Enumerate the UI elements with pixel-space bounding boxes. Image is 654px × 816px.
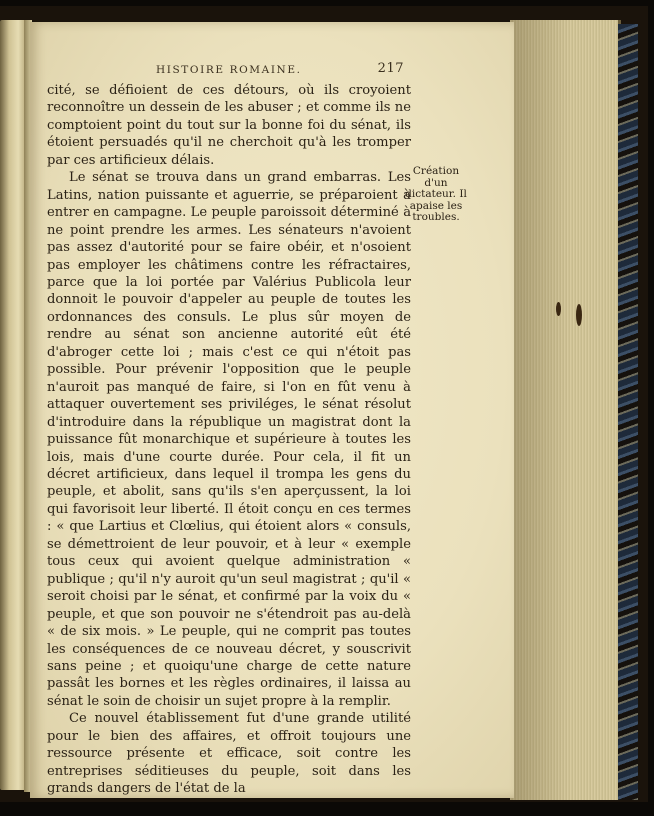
foxing-spot: [556, 302, 561, 316]
paragraph: cité, se défioient de ces détours, où ils croyoient reconnoître un dessein de les abuser ; et comme ils ne comptoient point du tout sur la bonne foi du sénat, ils étoient persuadés qu'il ne cherchoit qu'à les tromper par ces artificieux délais.: [47, 83, 411, 168]
margin-note: Création d'un dictateur. Il apaise les troubles.: [405, 165, 467, 223]
page-edges-shadow: [510, 20, 570, 800]
page-number: 217: [377, 61, 404, 76]
paragraph: Ce nouvel établissement fut d'une grande utilité pour le bien des affaires, et offroit toujours une ressource présente et efficace, soit contre les entreprises séditieuses du peuple, soit dans les grands dangers de l'état de la: [47, 711, 411, 797]
paragraph: Le sénat se trouva dans un grand embarras. Les Latins, nation puissante et aguerrie, se préparoient à entrer en campagne. Le peuple paroissoit déterminé à ne point prendre les armes. Les sénateurs n'avoient pas assez d'autorité pour se faire obéir, et n'osoient pas employer les châtimens contre les réfractaires, parce que la loi portée par Valérius Publicola leur donnoit le pouvoir d'appeler au peuple de toutes les ordonnances des consuls. Le plus sûr moyen de rendre au sénat son ancienne autorité eût été d'abroger cette loi ; mais c'est ce qui n'étoit pas possible. Pour prévenir l'opposition que le peuple n'auroit pas manqué de faire, si l'on en fût venu à attaquer ouvertement ses priviléges, le sénat résolut d'introduire dans la république un magistrat dont la puissance fût monarchique et supérieure à toutes les lois, mais d'une courte durée. Pour cela, il fit un décret artificieux, dans lequel il trompa les gens du peuple, et abolit, sans qu'ils s'en aperçussent, la loi qui favorisoit leur liberté. Il étoit conçu en ces termes : « que Lartius et Clœlius, qui étoient alors « consuls, se démettroient de leur pouvoir, et à leur « exemple tous ceux qui avoient quelque administration « publique ; qu'il n'y auroit qu'un seul magistrat ; qu'il « seroit choisi par le sénat, et confirmé par la voix du « peuple, et que son pouvoir ne s'étendroit pas au-delà « de six mois. » Le peuple, qui ne comprit pas toutes les conséquences de ce nouveau décret, y souscrivit sans peine ; et quoiqu'une charge de cette nature passât les bornes et les règles ordinaires, il laissa au sénat le soin de choisir un sujet propre à la remplir.: [47, 170, 411, 709]
foxing-spot: [576, 304, 582, 326]
body-text: [47, 82, 411, 798]
previous-page-edge: [0, 20, 26, 790]
running-head-title: HISTOIRE ROMAINE.: [156, 64, 302, 76]
marbled-cover: [618, 24, 638, 800]
